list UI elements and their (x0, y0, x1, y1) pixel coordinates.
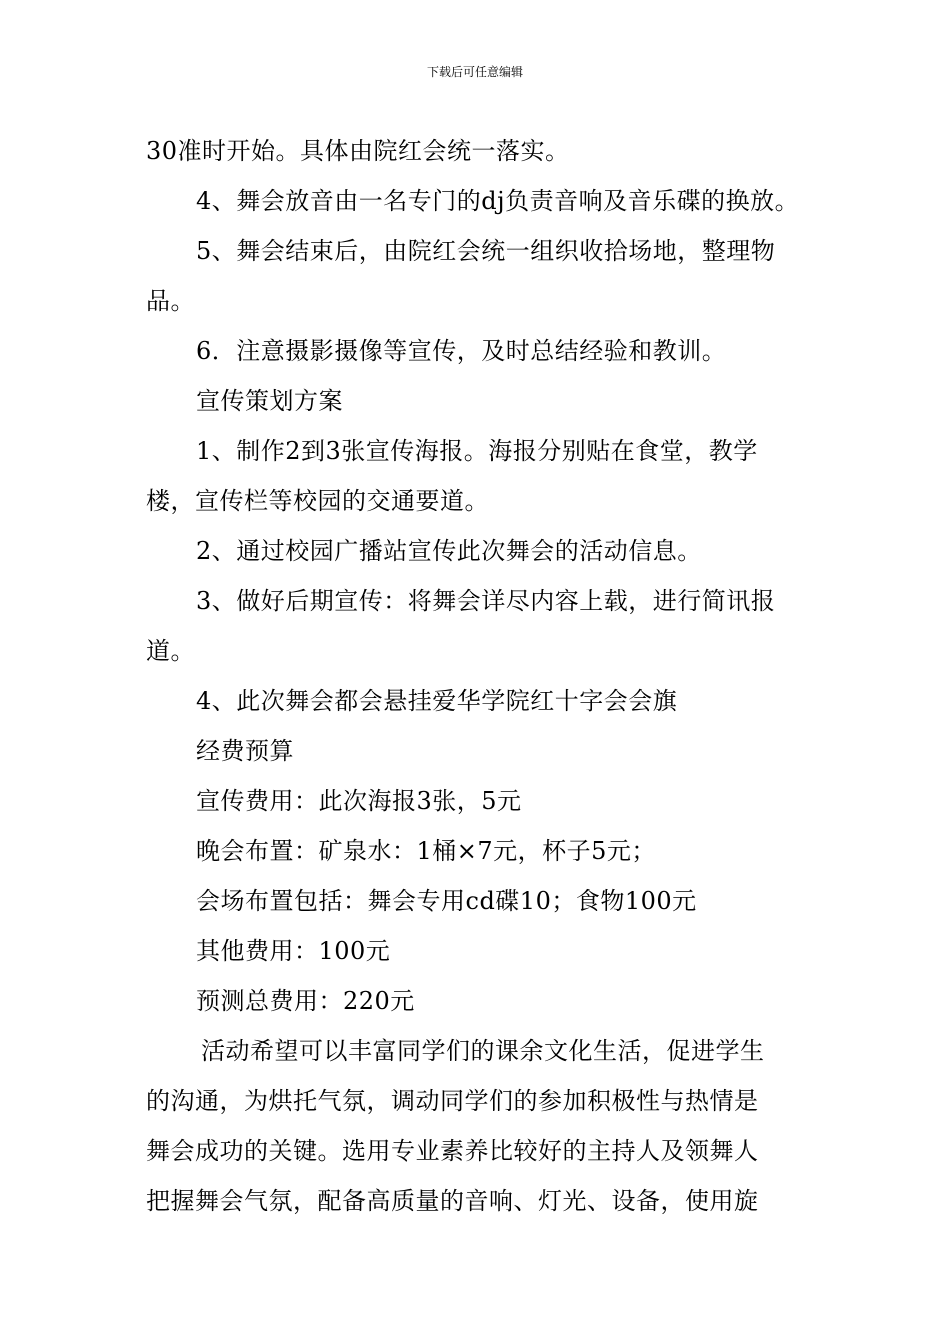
paragraph-line: 4、舞会放音由一名专门的dj负责音响及音乐碟的换放。 (196, 187, 800, 215)
paragraph-line: 舞会成功的关键。选用专业素养比较好的主持人及领舞人 (146, 1137, 759, 1165)
paragraph-line: 3、做好后期宣传：将舞会详尽内容上载，进行简讯报 (196, 587, 776, 615)
section-heading: 宣传策划方案 (196, 387, 343, 415)
paragraph-line: 6．注意摄影摄像等宣传，及时总结经验和教训。 (196, 337, 727, 365)
paragraph-line: 把握舞会气氛，配备高质量的音响、灯光、设备，使用旋 (146, 1187, 759, 1215)
paragraph-line: 4、此次舞会都会悬挂爱华学院红十字会会旗 (196, 687, 678, 715)
page-header: 下载后可任意编辑 (426, 65, 523, 79)
paragraph-line: 30准时开始。具体由院红会统一落实。 (146, 137, 570, 165)
paragraph-line: 楼，宣传栏等校园的交通要道。 (146, 487, 489, 515)
budget-line: 宣传费用：此次海报3张，5元 (196, 787, 522, 815)
budget-line: 会场布置包括：舞会专用cd碟10；食物100元 (196, 887, 697, 915)
paragraph-line: 的沟通，为烘托气氛，调动同学们的参加积极性与热情是 (146, 1087, 759, 1115)
paragraph-line: 5、舞会结束后，由院红会统一组织收拾场地，整理物 (196, 237, 776, 265)
budget-line: 晚会布置：矿泉水：1桶×7元，杯子5元； (196, 837, 656, 865)
budget-line: 其他费用：100元 (196, 937, 391, 965)
paragraph-line: 品。 (146, 287, 195, 315)
budget-line: 预测总费用：220元 (196, 987, 415, 1015)
paragraph-line: 1、制作2到3张宣传海报。海报分别贴在食堂，教学 (196, 437, 758, 465)
paragraph-line: 道。 (146, 637, 195, 665)
section-heading: 经费预算 (196, 737, 294, 765)
paragraph-line: 活动希望可以丰富同学们的课余文化生活，促进学生 (201, 1037, 765, 1065)
document-body (146, 126, 816, 1226)
paragraph-line: 2、通过校园广播站宣传此次舞会的活动信息。 (196, 537, 702, 565)
